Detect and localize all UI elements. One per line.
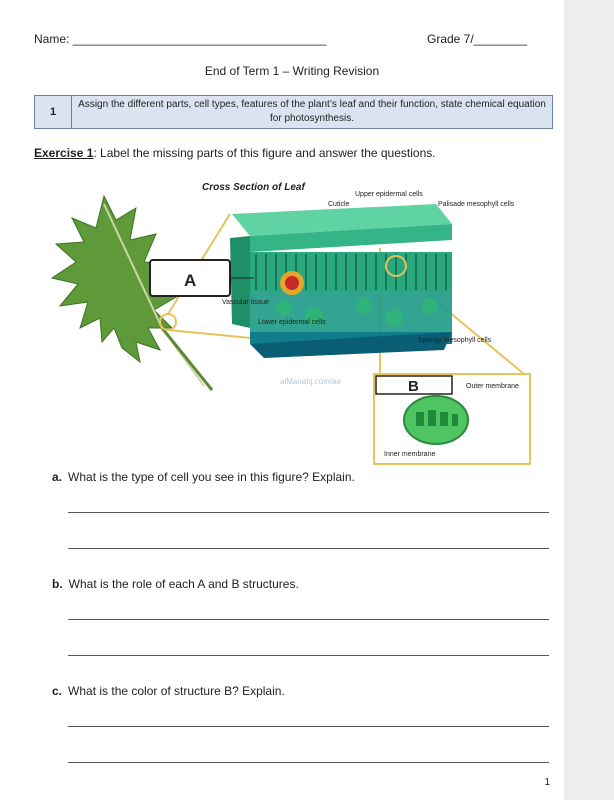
figure-title: Cross Section of Leaf	[202, 182, 305, 193]
question-c-letter: c.	[52, 684, 63, 698]
label-lower-epidermal: Lower epidermal cells	[258, 319, 326, 326]
label-inner-membrane: Inner membrane	[384, 451, 436, 458]
answer-line-b2[interactable]	[68, 655, 549, 656]
objective-table	[34, 95, 553, 129]
question-c-text: What is the color of structure B? Explain.	[68, 684, 285, 698]
label-upper-epidermal: Upper epidermal cells	[355, 191, 423, 198]
question-b	[52, 577, 299, 591]
answer-line-a1[interactable]	[68, 512, 549, 513]
exercise-heading	[34, 146, 436, 160]
leaf-cross-section-figure	[44, 178, 534, 470]
question-a-text: What is the type of cell you see in this figure? Explain.	[68, 470, 355, 484]
page-margin-strip	[564, 0, 614, 800]
label-box-b-letter: B	[408, 378, 419, 395]
label-outer-membrane: Outer membrane	[466, 383, 519, 390]
exercise-label: Exercise 1	[34, 146, 94, 160]
objective-row	[35, 96, 553, 129]
objective-text: Assign the different parts, cell types, features of the plant’s leaf and their function, state chemical equation for photosynthesis.	[72, 96, 553, 129]
page-number: 1	[544, 777, 550, 788]
exercise-instruction: : Label the missing parts of this figure and answer the questions.	[93, 146, 436, 160]
question-b-text: What is the role of each A and B structures.	[68, 577, 299, 591]
page-title: End of Term 1 – Writing Revision	[204, 64, 380, 78]
watermark-text: alManahj.com/ae	[280, 377, 341, 386]
objective-number: 1	[35, 96, 72, 129]
label-palisade	[438, 201, 515, 208]
answer-line-b1[interactable]	[68, 619, 549, 620]
label-spongy: Spongy mesophyll cells	[418, 337, 492, 344]
answer-line-c2[interactable]	[68, 762, 549, 763]
label-palisade-text: Palisade mesophyll cells	[438, 201, 515, 208]
cross-section-block	[230, 204, 452, 358]
name-field: Name: ______________________________________	[34, 32, 327, 46]
label-cuticle: Cuticle	[328, 201, 350, 208]
grade-field: Grade 7/________	[427, 32, 528, 46]
label-box-a-letter: A	[184, 271, 197, 290]
question-a-letter: a.	[52, 470, 63, 484]
answer-line-a2[interactable]	[68, 548, 549, 549]
question-a	[52, 470, 355, 484]
answer-line-c1[interactable]	[68, 726, 549, 727]
label-vascular: Vascular tissue	[222, 299, 269, 306]
question-c	[52, 684, 285, 698]
question-b-letter: b.	[52, 577, 63, 591]
